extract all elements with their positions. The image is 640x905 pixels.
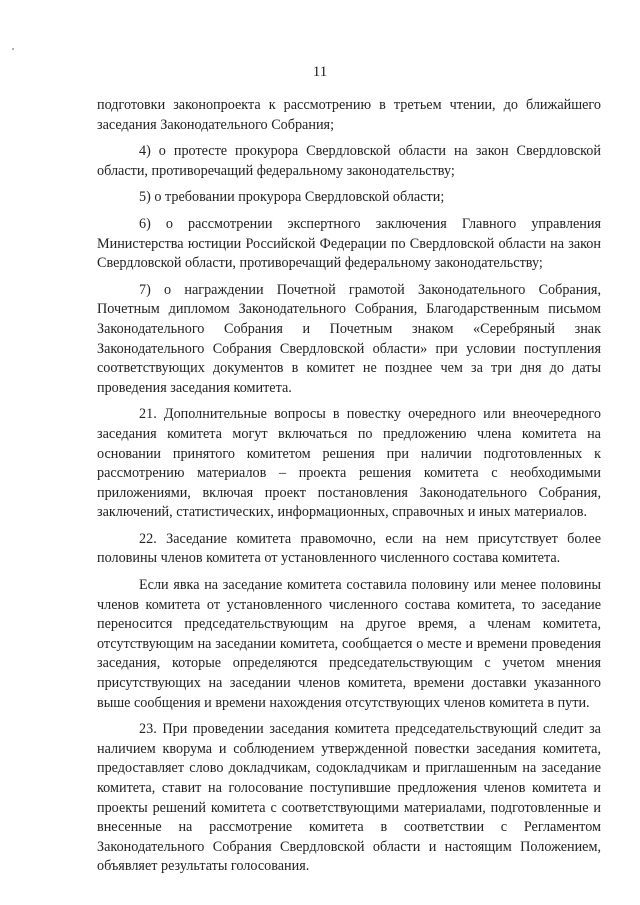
paragraph-item-5: 5) о требовании прокурора Свердловской области; <box>139 189 445 206</box>
paragraph-item-6: 6) о рассмотрении экспертного заключения Главного управления Министерства юстиции Российской Федерации по Свердловской области на закон Свердловской области, противоречащий федеральному законодательству; <box>97 215 601 272</box>
document-body <box>97 96 601 884</box>
paragraph-quorum: Если явка на заседание комитета составила половину или менее половины членов комитета от установленного численного состава комитета, то заседание переносится председательствующим на другое время, а членам комитета, отсутствующим на заседании комитета, сообщается о месте и времени проведения заседания, которые определяются председательствующим с учетом мнения присутствующих на заседании членов комитета, времени доставки указанного выше сообщения и времени нахождения отсутствующих членов комитета в пути. <box>97 577 601 711</box>
paragraph-item-7: 7) о награждении Почетной грамотой Законодательного Собрания, Почетным дипломом Законодательного Собрания, Благодарственным письмом Законодательного Собрания и Почетным знаком «Серебряный знак Законодательного Собрания Свердловской области» при условии поступления соответствующих документов в комитет не позднее чем за три дня до даты проведения заседания комитета. <box>97 281 601 396</box>
paragraph-clause-21: 21. Дополнительные вопросы в повестку очередного или внеочередного заседания комитета могут включаться по предложению члена комитета на основании принятого комитетом решения при наличии подготовленных к рассмотрению материалов – проекта решения комитета с необходимыми приложениями, включая проект постановления Законодательного Собрания, заключений, статистических, информационных, справочных и иных материалов. <box>97 406 601 521</box>
paragraph-item-4: 4) о протесте прокурора Свердловской области на закон Свердловской области, противоречащий федеральному законодательству; <box>97 143 601 179</box>
scan-speck <box>12 48 14 50</box>
paragraph-clause-22: 22. Заседание комитета правомочно, если на нем присутствует более половины членов комитета от установленного численного состава комитета. <box>97 530 601 567</box>
page-number: 11 <box>312 64 328 80</box>
paragraph-clause-23: 23. При проведении заседания комитета председательствующий следит за наличием кворума и соблюдением утвержденной повестки заседания комитета, предоставляет слово докладчикам, содокладчикам и приглашенным на заседание комитета, ставит на голосование поступившие предложения членов комитета и проекты решений комитета с соответствующими материалами, подготовленные и внесенные на рассмотрение комитета в соответствии с Регламентом Законодательного Собрания Свердловской области и настоящим Положением, объявляет результаты голосования. <box>97 721 601 875</box>
paragraph-continuation: подготовки законопроекта к рассмотрению в третьем чтении, до ближайшего заседания Законодательного Собрания; <box>97 97 601 133</box>
